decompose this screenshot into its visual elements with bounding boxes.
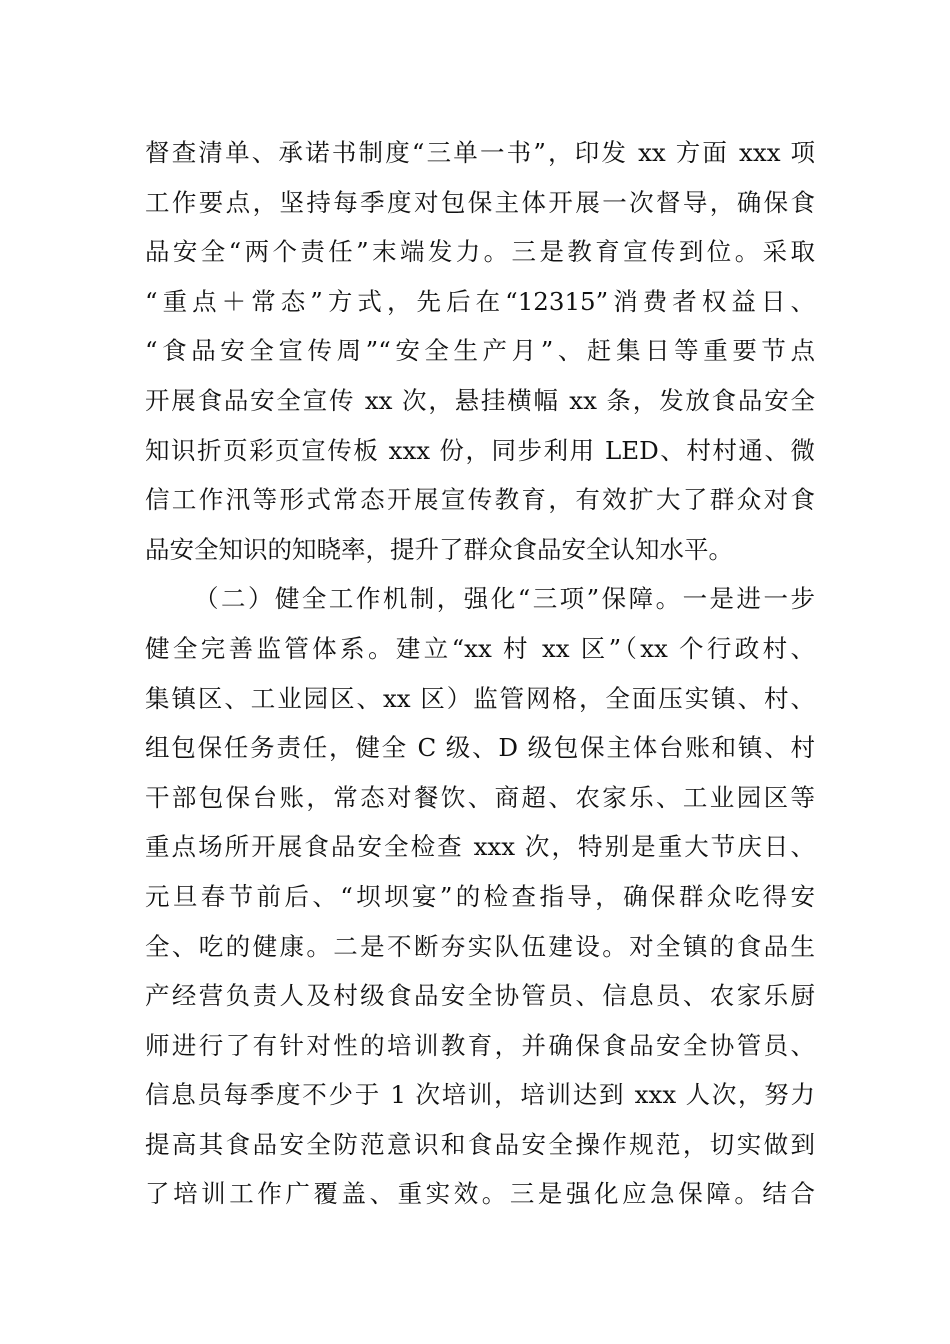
text-line: 知识折页彩页宣传板 xxx 份，同步利用 LED、村村通、微 [145, 435, 815, 465]
text-line: 元旦春节前后、“坝坝宴”的检查指导，确保群众吃得安 [145, 881, 815, 911]
text-line: 集镇区、工业园区、xx 区）监管网格，全面压实镇、村、 [145, 683, 815, 713]
text-line: “食品安全宣传周”“安全生产月”、赶集日等重要节点 [145, 336, 815, 366]
text-line: 全、吃的健康。二是不断夯实队伍建设。对全镇的食品生 [145, 931, 815, 961]
body-text [145, 128, 815, 1219]
text-line: 督查清单、承诺书制度“三单一书”，印发 xx 方面 xxx 项 [145, 138, 815, 167]
text-line: 提高其食品安全防范意识和食品安全操作规范，切实做到 [145, 1129, 815, 1159]
paragraph-end-line: 品安全知识的知晓率，提升了群众食品安全认知水平。 [145, 534, 733, 564]
text-line: 了培训工作广覆盖、重实效。三是强化应急保障。结合 [145, 1179, 815, 1209]
text-line: 干部包保台账，常态对餐饮、商超、农家乐、工业园区等 [145, 782, 815, 812]
text-line: 开展食品安全宣传 xx 次，悬挂横幅 xx 条，发放食品安全 [145, 385, 815, 415]
text-line: 工作要点，坚持每季度对包保主体开展一次督导，确保食 [145, 187, 815, 217]
text-line: 组包保任务责任，健全 C 级、D 级包保主体台账和镇、村 [145, 733, 815, 763]
text-line: 产经营负责人及村级食品安全协管员、信息员、农家乐厨 [145, 981, 815, 1011]
text-line: 品安全“两个责任”末端发力。三是教育宣传到位。采取 [145, 237, 815, 267]
text-line: “重点＋常态”方式，先后在“12315”消费者权益日、 [145, 286, 815, 316]
text-line: 师进行了有针对性的培训教育，并确保食品安全协管员、 [145, 1030, 815, 1060]
text-line: 重点场所开展食品安全检查 xxx 次，特别是重大节庆日、 [145, 832, 815, 862]
text-line: 信工作汛等形式常态开展宣传教育，有效扩大了群众对食 [145, 485, 815, 515]
section-heading-line: （二）健全工作机制，强化“三项”保障。一是进一步 [194, 584, 815, 614]
text-line: 信息员每季度不少于 1 次培训，培训达到 xxx 人次，努力 [145, 1080, 815, 1110]
text-line: 健全完善监管体系。建立“xx 村 xx 区”（xx 个行政村、 [145, 633, 815, 663]
